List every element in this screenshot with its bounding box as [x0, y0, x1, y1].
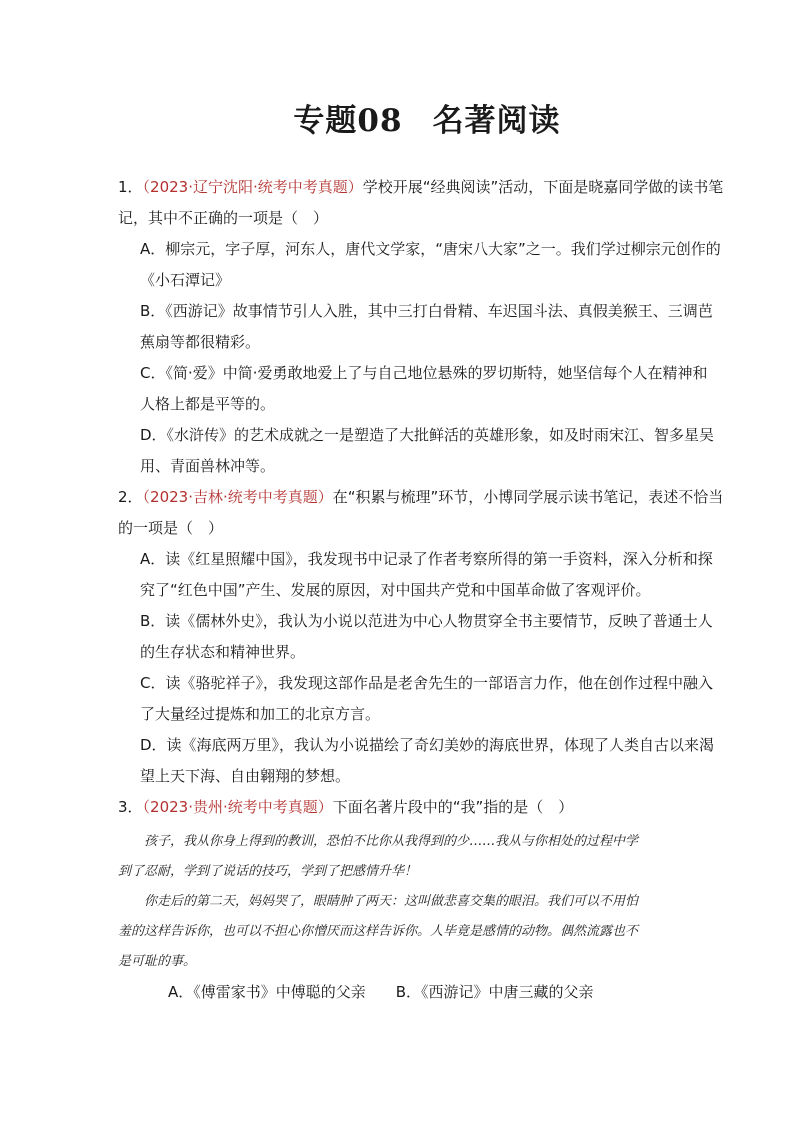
question-stem: 下面名著片段中的“我”指的是（ ） — [332, 798, 574, 816]
option-b: B．《西游记》故事情节引人入胜，其中三打白骨精、车迟国斗法、真假美猴王、三调芭 — [140, 302, 713, 320]
question-3 — [118, 792, 690, 1007]
option-c: C．读《骆驼祥子》，我发现这部作品是老舍先生的一部语言力作，他在创作过程中融入 — [140, 674, 713, 692]
option-a: A．《傅雷家书》中傅聪的父亲 — [168, 983, 366, 1001]
passage-line: 孩子，我从你身上得到的教训，恐怕不比你从我得到的少……我从与你相处的过程中学 — [144, 834, 639, 849]
options-row — [118, 977, 690, 1007]
question-source: （2023·辽宁沈阳·统考中考真题） — [142, 178, 363, 196]
page-title — [0, 95, 794, 140]
option-a: A．柳宗元，字子厚，河东人，唐代文学家，“唐宋八大家”之一。我们学过柳宗元创作的 — [140, 240, 721, 258]
question-number: 1． — [118, 178, 143, 196]
passage-line: 是可耻的事。 — [118, 954, 197, 969]
option-c-cont: 人格上都是平等的。 — [140, 395, 276, 413]
passage-line: 到了忍耐，学到了说话的技巧，学到了把感情升华！ — [118, 864, 418, 879]
question-source: （2023·吉林·统考中考真题） — [142, 488, 333, 506]
option-a-cont: 《小石潭记》 — [140, 271, 231, 289]
title-main: 名著阅读 — [432, 103, 561, 139]
option-c: C．《简·爱》中简·爱勇敢地爱上了与自己地位悬殊的罗切斯特，她坚信每个人在精神和 — [140, 364, 708, 382]
question-number: 2． — [118, 488, 143, 506]
question-list — [118, 172, 724, 1007]
question-stem: 学校开展“经典阅读”活动，下面是晓嘉同学做的读书笔 — [362, 178, 724, 196]
question-number: 3． — [118, 798, 143, 816]
question-source: （2023·贵州·统考中考真题） — [142, 798, 333, 816]
option-b: B．《西游记》中唐三藏的父亲 — [395, 983, 594, 1001]
option-c-cont: 了大量经过提炼和加工的北京方言。 — [140, 705, 381, 723]
option-b-cont: 的生存状态和精神世界。 — [140, 643, 306, 661]
option-a-cont: 究了“红色中国”产生、发展的原因，对中国共产党和中国革命做了客观评价。 — [140, 581, 651, 599]
question-stem-cont: 记，其中不正确的一项是（ ） — [118, 209, 329, 227]
question-2 — [118, 482, 724, 792]
question-stem: 在“积累与梳理”环节，小博同学展示读书笔记，表述不恰当 — [332, 488, 724, 506]
title-prefix: 专题08 — [293, 103, 403, 139]
option-d-cont: 用、青面兽林冲等。 — [140, 457, 276, 475]
option-b: B．读《儒林外史》，我认为小说以范进为中心人物贯穿全书主要情节，反映了普通士人 — [140, 612, 713, 630]
option-d: D．读《海底两万里》，我认为小说描绘了奇幻美妙的海底世界，体现了人类自古以来渴 — [140, 736, 715, 754]
passage-line: 羞的这样告诉你，也可以不担心你憎厌而这样告诉你。人毕竟是感情的动物。偶然流露也不 — [118, 924, 639, 939]
option-d: D．《水浒传》的艺术成就之一是塑造了大批鲜活的英雄形象，如及时雨宋江、智多星吴 — [140, 426, 715, 444]
option-d-cont: 望上天下海、自由翱翔的梦想。 — [140, 767, 351, 785]
question-stem-cont: 的一项是（ ） — [118, 519, 224, 537]
option-a: A．读《红星照耀中国》，我发现书中记录了作者考察所得的第一手资料，深入分析和探 — [140, 550, 713, 568]
option-b-cont: 蕉扇等都很精彩。 — [140, 333, 261, 351]
passage-line: 你走后的第二天，妈妈哭了，眼睛肿了两天：这叫做悲喜交集的眼泪。我们可以不用怕 — [144, 894, 639, 909]
question-1 — [118, 172, 724, 482]
